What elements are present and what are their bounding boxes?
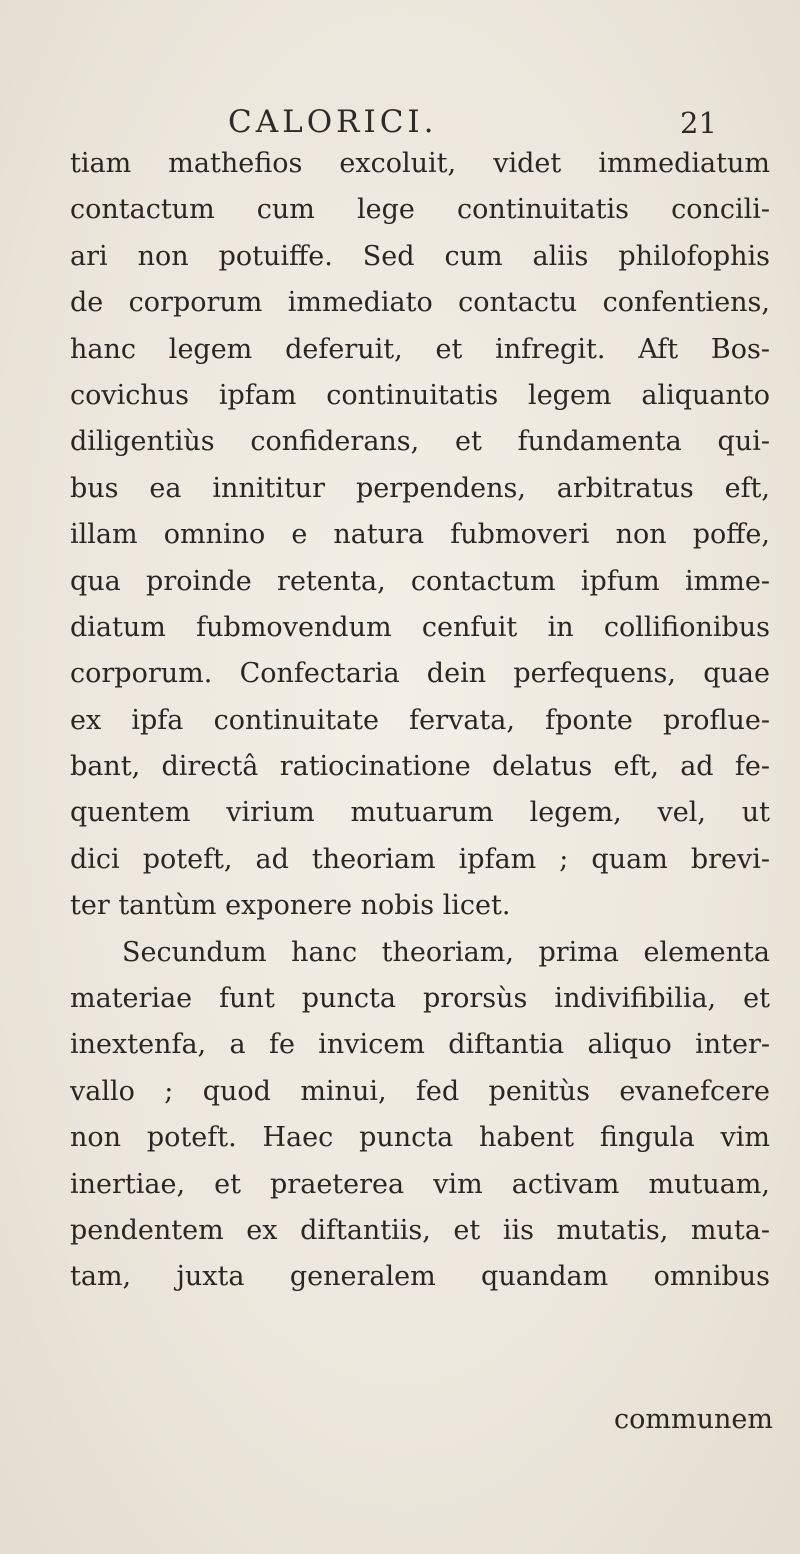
text-line: corporum. Confectaria dein perfequens, quae [70,658,770,690]
text-line: pendentem ex diftantiis, et iis mutatis, muta- [70,1214,770,1246]
text-line: tam, juxta generalem quandam omnibus [70,1261,770,1293]
text-line: contactum cum lege continuitatis concili- [70,194,770,226]
paragraph-start-line: Secundum hanc theoriam, prima elementa [122,936,770,968]
text-line: hanc legem deferuit, et infregit. Aft Bos- [70,333,770,365]
text-line: vallo ; quod minui, fed penitùs evanefcere [70,1075,770,1107]
running-title: CALORICI. [228,104,438,140]
text-line: materiae funt puncta prorsùs indivifibilia, et [70,983,770,1015]
text-line: de corporum immediato contactu confentiens, [70,287,770,319]
text-line: qua proinde retenta, contactum ipfum imme- [70,565,770,597]
text-line: ex ipfa continuitate fervata, fponte proflue- [70,704,770,736]
text-line: tiam mathefios excoluit, videt immediatum [70,148,770,179]
paragraph-end-line: ter tantùm exponere nobis licet. [70,890,511,922]
text-line: ari non potuiffe. Sed cum aliis philofophis [70,240,770,272]
text-line: non poteft. Haec puncta habent fingula vim [70,1122,770,1154]
text-line: covichus ipfam continuitatis legem aliquanto [70,379,770,411]
body-text [70,141,770,1301]
text-line: diligentiùs confiderans, et fundamenta qui- [70,426,770,458]
text-line: inextenfa, a fe invicem diftantia aliquo inter- [70,1029,770,1061]
catchword: communem [614,1404,773,1435]
text-line: illam omnino e natura fubmoveri non poffe, [70,519,770,551]
text-line: quentem virium mutuarum legem, vel, ut [70,797,770,829]
text-line: bant, directâ ratiocinatione delatus eft, ad fe- [70,751,770,783]
page-number: 21 [680,106,717,140]
text-line: bus ea innititur perpendens, arbitratus eft, [70,472,770,504]
text-line: dici poteft, ad theoriam ipfam ; quam brevi- [70,843,770,875]
text-line: diatum fubmovendum cenfuit in collifionibus [70,611,770,643]
text-line: inertiae, et praeterea vim activam mutuam, [70,1168,770,1200]
